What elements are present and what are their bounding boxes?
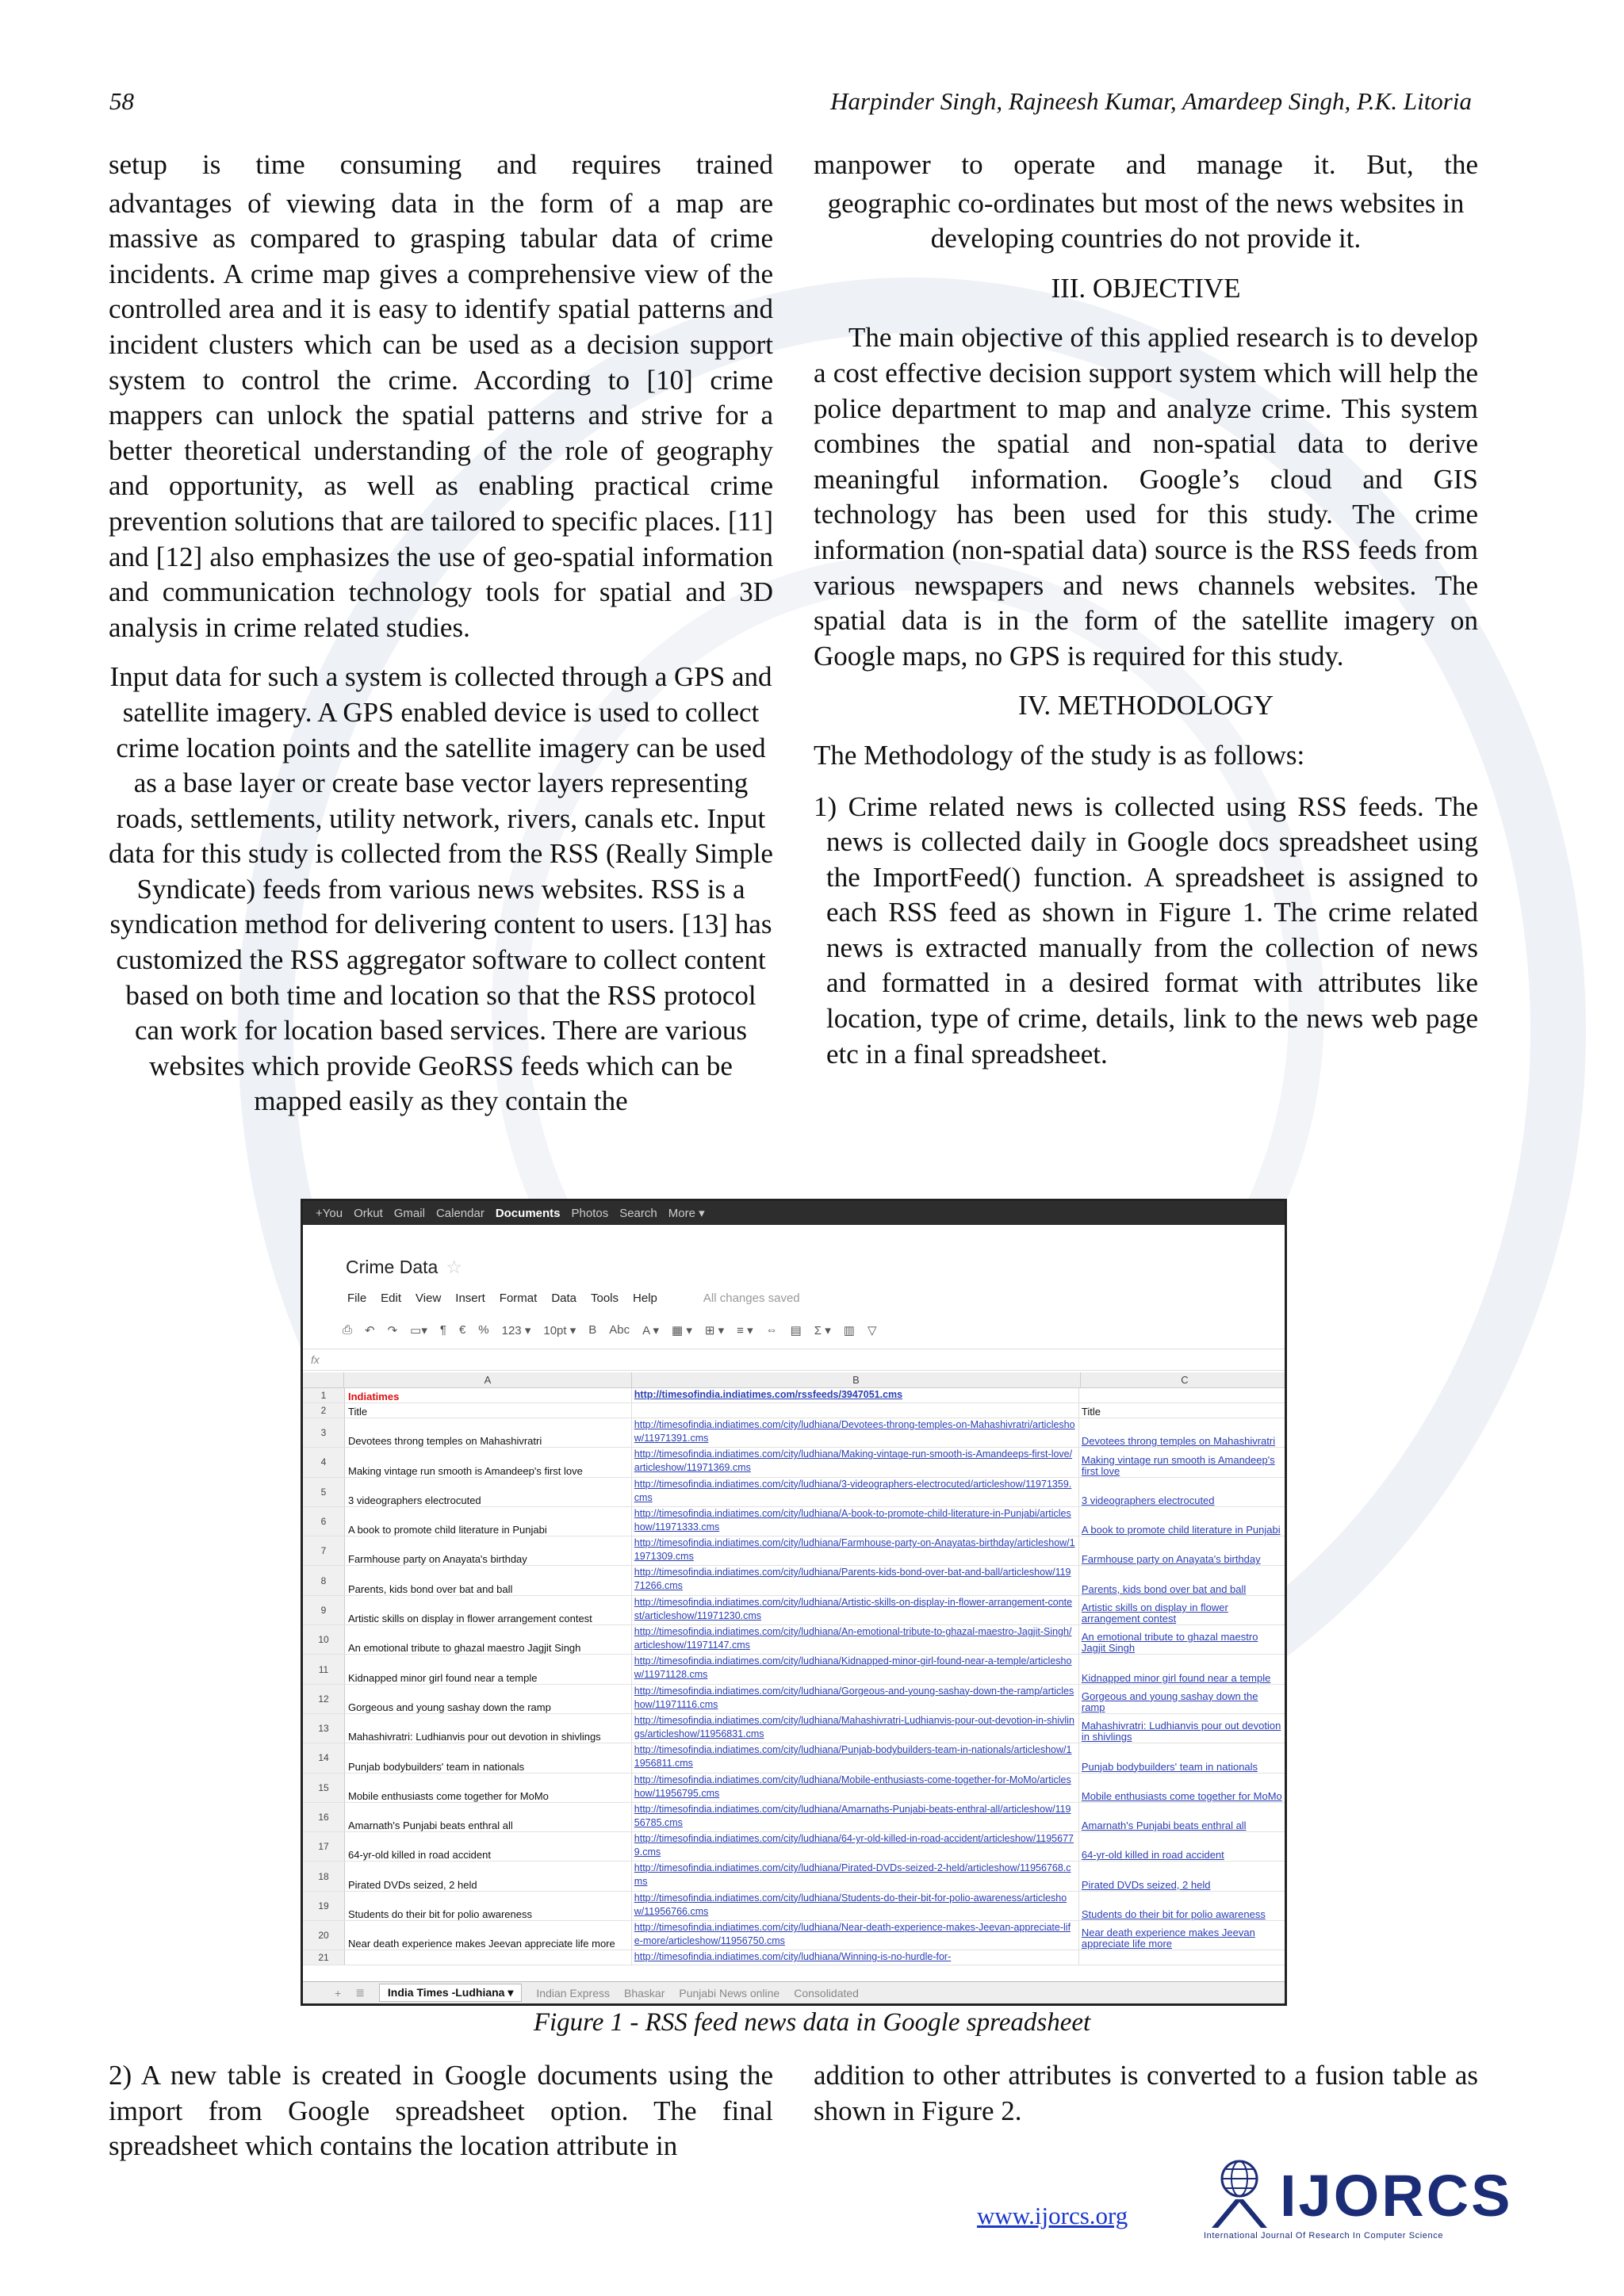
toolbar-button[interactable]: ¶ [439, 1323, 446, 1337]
row-number[interactable]: 17 [303, 1832, 345, 1861]
right-para-2: geographic co-ordinates but most of the news websites in developing countries do not provide it. [827, 187, 1465, 254]
sheet-control[interactable]: + [335, 1986, 342, 1999]
methodology-item-1: 1) Crime related news is collected using RSS feeds. The news is collected daily in Google docs spreadsheet using the ImportFeed() function. A spreadsheet is assigned to each RSS feed as shown in Figure 1. The crime related news is extracted manually from the collection of news and formatted in a desired format with attributes like location, type of crime, details, link to the news web page etc in a final spreadsheet. [814, 790, 1478, 1070]
toolbar-button[interactable]: ▥ [843, 1324, 855, 1337]
cell-title[interactable]: Making vintage run smooth is Amandeep's first love [345, 1448, 632, 1476]
cell-hyperlink-title[interactable]: A book to promote child literature in Punjabi [1081, 1524, 1281, 1536]
cell-link[interactable]: http://timesofindia.indiatimes.com/city/ludhiana/Devotees-throng-temples-on-Mahashivratri/articleshow/11971391.cms [632, 1418, 1079, 1447]
row-number[interactable]: 1 [303, 1388, 345, 1402]
left-para-2: advantages of viewing data in the form of a map are massive as compared to grasping tabular data of crime incidents. A crime map gives a comprehensive view of the controlled area and it is easy to identify spatial patterns and incident clusters which can be used as a decision support system to control the crime. According to [10] crime mappers can unlock the spatial patterns and strive for a better theoretical understanding of the role of geography and opportunity, as well as enabling practical crime prevention solutions that are tailored to specific places. [11] and [12] also emphasizes the use of geo-spatial information and communication technology tools for spatial and 3D analysis in crime related studies. [109, 187, 773, 643]
cell-hyperlink-title[interactable]: Making vintage run smooth is Amandeep's first love [1081, 1453, 1275, 1477]
toolbar-button[interactable]: ▽ [867, 1324, 877, 1337]
cell-hyperlink-title[interactable]: Title [1081, 1406, 1101, 1418]
cell-link[interactable]: http://timesofindia.indiatimes.com/city/ludhiana/Students-do-their-bit-for-polio-awareness/articleshow/11956766.cms [632, 1892, 1079, 1920]
menu-item-tools[interactable]: Tools [591, 1292, 619, 1305]
table-row [303, 1388, 1285, 1403]
cell-hyperlink-title[interactable]: Students do their bit for polio awareness [1081, 1908, 1266, 1921]
cell-link[interactable]: http://timesofindia.indiatimes.com/city/ludhiana/A-book-to-promote-child-literature-in-Punjabi/articleshow/11971333.cms [632, 1507, 1079, 1536]
cell-link[interactable]: http://timesofindia.indiatimes.com/city/ludhiana/Making-vintage-run-smooth-is-Amandeeps-first-love/articleshow/11971369.cms [632, 1448, 1079, 1476]
toolbar-button[interactable]: B [588, 1323, 597, 1337]
cell-link[interactable]: http://timesofindia.indiatimes.com/city/ludhiana/Artistic-skills-on-display-in-flower-arrangement-contest/articleshow/11971230.cms [632, 1596, 1079, 1624]
document-title[interactable] [346, 1257, 462, 1278]
cell-hyperlink-title[interactable] [1079, 1950, 1285, 1965]
toolbar-button[interactable]: ↶ [365, 1324, 375, 1337]
cell-title[interactable]: Kidnapped minor girl found near a temple [345, 1655, 632, 1683]
column-header-a[interactable]: A [344, 1372, 632, 1388]
menu-bar [347, 1292, 814, 1305]
cell-hyperlink-title[interactable]: 3 videographers electrocuted [1081, 1494, 1215, 1506]
table-row [303, 1507, 1285, 1536]
menu-item-data[interactable]: Data [551, 1292, 576, 1305]
cell-hyperlink-title[interactable]: Kidnapped minor girl found near a temple [1081, 1671, 1271, 1684]
sheet-tab[interactable]: India Times -Ludhiana ▾ [379, 1984, 522, 2002]
cell-link[interactable]: http://timesofindia.indiatimes.com/city/ludhiana/Punjab-bodybuilders-team-in-nationals/articleshow/11956811.cms [632, 1743, 1079, 1772]
cell-link[interactable] [632, 1403, 1079, 1418]
menu-item-help[interactable]: Help [633, 1292, 657, 1305]
row-number[interactable]: 21 [303, 1950, 345, 1965]
cell-hyperlink-title[interactable]: Farmhouse party on Anayata's birthday [1081, 1553, 1261, 1566]
toolbar-button[interactable]: ▭▾ [410, 1324, 427, 1337]
cell-link[interactable]: http://timesofindia.indiatimes.com/city/ludhiana/Farmhouse-party-on-Anayatas-birthday/articleshow/11971309.cms [632, 1536, 1079, 1565]
globe-icon [1204, 2158, 1275, 2229]
google-top-bar [303, 1201, 1285, 1225]
row-number[interactable]: 14 [303, 1743, 345, 1772]
table-row [303, 1478, 1285, 1507]
menu-item-file[interactable]: File [347, 1292, 367, 1305]
right-column [814, 147, 1478, 1072]
toolbar-button[interactable]: ↷ [387, 1324, 398, 1337]
cell-title[interactable]: A book to promote child literature in Punjabi [345, 1507, 632, 1536]
table-row [303, 1803, 1285, 1832]
cell-hyperlink-title[interactable]: Pirated DVDs seized, 2 held [1081, 1878, 1211, 1891]
google-bar-item[interactable]: Search [619, 1206, 657, 1220]
row-number[interactable]: 2 [303, 1403, 345, 1418]
row-number[interactable]: 11 [303, 1655, 345, 1683]
row-number[interactable]: 12 [303, 1685, 345, 1713]
table-row [303, 1774, 1285, 1803]
row-number[interactable]: 18 [303, 1862, 345, 1890]
left-para-3: Input data for such a system is collected through a GPS and satellite imagery. A GPS enabled device is used to collect crime location points and the satellite imagery can be used as a base layer or create base vector layers representing roads, settlements, utility network, rivers, canals etc. Input data for this study is collected from the RSS (Really Simple Syndicate) feeds from various news websites. RSS is a syndication method for delivering content to users. [13] has customized the RSS aggregator software to collect content based on both time and location so that the RSS protocol can work for location based services. There are various websites which provide GeoRSS feeds which can be mapped easily as they contain the [109, 661, 773, 1117]
google-bar-item[interactable]: Documents [495, 1206, 561, 1220]
table-row [303, 1596, 1285, 1625]
corner-header[interactable] [303, 1372, 344, 1388]
row-number[interactable]: 3 [303, 1418, 345, 1447]
menu-item-format[interactable]: Format [499, 1292, 538, 1305]
google-bar-item[interactable]: Photos [571, 1206, 609, 1220]
table-row [303, 1950, 1285, 1965]
toolbar-button[interactable]: Σ ▾ [814, 1324, 831, 1337]
sheet-tabs-bar [303, 1981, 1285, 2003]
page-number: 58 [109, 87, 134, 115]
toolbar [343, 1323, 890, 1337]
toolbar-button[interactable]: 10pt ▾ [543, 1324, 576, 1337]
formula-bar[interactable] [303, 1349, 1285, 1371]
journal-url-link[interactable]: www.ijorcs.org [977, 2202, 1128, 2229]
sheet-tab[interactable]: Consolidated [794, 1986, 859, 1999]
cell-title[interactable]: Devotees throng temples on Mahashivratri [345, 1418, 632, 1447]
objective-paragraph: The main objective of this applied research is to develop a cost effective decision support system which will help the police department to map and analyze crime. This system combines the spatial and non-spatial data to derive meaningful information. Google’s cloud and GIS technology has been used for this study. The crime information (non-spatial data) source is the RSS feeds from various newspapers and news channels websites. The spatial data is in the form of the satellite imagery on Google maps, no GPS is required for this study. [814, 322, 1478, 672]
cell-title[interactable] [345, 1950, 632, 1965]
table-row [303, 1921, 1285, 1950]
google-bar-item[interactable]: More ▾ [668, 1207, 705, 1220]
toolbar-button[interactable]: A ▾ [642, 1324, 660, 1337]
toolbar-button[interactable]: % [478, 1323, 489, 1337]
table-row [303, 1862, 1285, 1891]
toolbar-button[interactable]: € [458, 1323, 466, 1337]
cell-hyperlink-title[interactable]: Mobile enthusiasts come together for MoMo [1081, 1789, 1282, 1802]
row-number[interactable]: 9 [303, 1596, 345, 1624]
google-bar-item[interactable]: +You [316, 1206, 343, 1220]
table-row [303, 1892, 1285, 1921]
table-row [303, 1743, 1285, 1773]
cell-hyperlink-title[interactable]: An emotional tribute to ghazal maestro Jagjit Singh [1081, 1631, 1258, 1655]
menu-item-edit[interactable]: Edit [381, 1292, 402, 1305]
cell-hyperlink-title[interactable]: Mahashivratri: Ludhianvis pour out devotion in shivlings [1081, 1720, 1281, 1743]
cell-hyperlink-title[interactable]: Punjab bodybuilders' team in nationals [1081, 1760, 1258, 1773]
cell-title[interactable]: Mobile enthusiasts come together for MoMo [345, 1774, 632, 1802]
left-para-1: setup is time consuming and requires trained [109, 149, 773, 180]
document-title-text: Crime Data [346, 1257, 439, 1277]
fx-icon: fx [311, 1353, 320, 1366]
table-row [303, 1625, 1285, 1655]
cell-title[interactable]: Parents, kids bond over bat and ball [345, 1566, 632, 1594]
spreadsheet-grid [303, 1388, 1285, 1965]
toolbar-button[interactable]: 123 ▾ [501, 1324, 531, 1337]
cell-link[interactable]: http://timesofindia.indiatimes.com/city/ludhiana/Mobile-enthusiasts-come-together-for-MoMo/articleshow/11956795.cms [632, 1774, 1079, 1802]
cell-link[interactable]: http://timesofindia.indiatimes.com/city/ludhiana/Pirated-DVDs-seized-2-held/articleshow/11956768.cms [632, 1862, 1079, 1890]
cell-title[interactable]: 64-yr-old killed in road accident [345, 1832, 632, 1861]
toolbar-button[interactable]: ⇔ [765, 1323, 778, 1337]
cell-link[interactable]: http://timesofindia.indiatimes.com/city/ludhiana/Gorgeous-and-young-sashay-down-the-ramp/articleshow/11971116.cms [632, 1685, 1079, 1713]
toolbar-button[interactable]: ▤ [790, 1324, 802, 1337]
sheet-control[interactable]: ≣ [355, 1986, 365, 1999]
row-number[interactable]: 4 [303, 1448, 345, 1476]
menu-item-view[interactable]: View [416, 1292, 442, 1305]
cell-title[interactable]: Gorgeous and young sashay down the ramp [345, 1685, 632, 1713]
table-row [303, 1448, 1285, 1477]
table-row [303, 1566, 1285, 1595]
logo-subtitle: International Journal Of Research In Computer Science [1204, 2231, 1444, 2241]
sheet-tab[interactable]: Indian Express [536, 1986, 610, 1999]
row-number[interactable]: 5 [303, 1478, 345, 1506]
right-para-1: manpower to operate and manage it. But, the [814, 149, 1478, 180]
bottom-right-paragraph: addition to other attributes is converted to a fusion table as shown in Figure 2. [814, 2060, 1478, 2126]
cell-title[interactable]: Punjab bodybuilders' team in nationals [345, 1743, 632, 1772]
sheet-tab[interactable]: Punjabi News online [679, 1986, 780, 1999]
toolbar-button[interactable]: ▦ ▾ [672, 1324, 692, 1337]
row-number[interactable]: 8 [303, 1566, 345, 1594]
table-row [303, 1685, 1285, 1714]
row-number[interactable]: 13 [303, 1714, 345, 1743]
table-row [303, 1714, 1285, 1743]
row-number[interactable]: 7 [303, 1536, 345, 1565]
toolbar-button[interactable]: ≡ ▾ [737, 1324, 753, 1337]
cell-link[interactable]: http://timesofindia.indiatimes.com/city/ludhiana/Parents-kids-bond-over-bat-and-ball/articleshow/11971266.cms [632, 1566, 1079, 1594]
star-icon[interactable]: ☆ [446, 1257, 462, 1277]
cell-link[interactable]: http://timesofindia.indiatimes.com/city/ludhiana/Winning-is-no-hurdle-for- [632, 1950, 1079, 1965]
methodology-intro: The Methodology of the study is as follows: [814, 739, 1305, 771]
ijorcs-logo [1204, 2158, 1513, 2245]
section-title-objective: III. OBJECTIVE [1051, 272, 1241, 304]
cell-hyperlink-title[interactable]: Artistic skills on display in flower arrangement contest [1081, 1601, 1228, 1625]
menu-item-insert[interactable]: Insert [455, 1292, 485, 1305]
cell-title[interactable]: Amarnath's Punjabi beats enthral all [345, 1803, 632, 1831]
column-header-c[interactable]: C [1081, 1372, 1287, 1388]
cell-title[interactable]: Title [345, 1403, 632, 1418]
toolbar-button[interactable]: ⊞ ▾ [704, 1324, 725, 1337]
bottom-left-paragraph: 2) A new table is created in Google documents using the import from Google spreadsheet option. The final spreadsheet which contains the location attribute in [109, 2060, 773, 2162]
cell-link[interactable]: http://timesofindia.indiatimes.com/city/ludhiana/Amarnaths-Punjabi-beats-enthral-all/articleshow/11956785.cms [632, 1803, 1079, 1831]
figure-caption: Figure 1 - RSS feed news data in Google spreadsheet [533, 2008, 1091, 2037]
cell-hyperlink-title[interactable]: Near death experience makes Jeevan appreciate life more [1081, 1927, 1255, 1950]
cell-hyperlink-title[interactable]: Amarnath's Punjabi beats enthral all [1081, 1820, 1247, 1832]
google-bar-item[interactable]: Orkut [354, 1206, 383, 1220]
toolbar-button[interactable]: ⎙ [343, 1323, 353, 1337]
table-row [303, 1832, 1285, 1862]
figure-spreadsheet-screenshot [301, 1199, 1287, 2006]
cell-title[interactable]: An emotional tribute to ghazal maestro Jagjit Singh [345, 1625, 632, 1654]
row-number[interactable]: 16 [303, 1803, 345, 1831]
google-bar-item[interactable]: Gmail [393, 1206, 425, 1220]
cell-title[interactable]: Pirated DVDs seized, 2 held [345, 1862, 632, 1890]
cell-hyperlink-title[interactable] [1079, 1388, 1285, 1402]
row-number[interactable]: 19 [303, 1892, 345, 1920]
cell-link[interactable]: http://timesofindia.indiatimes.com/city/ludhiana/Mahashivratri-Ludhianvis-pour-out-devotion-in-shivlings/articleshow/11956831.cms [632, 1714, 1079, 1743]
cell-title[interactable]: Farmhouse party on Anayata's birthday [345, 1536, 632, 1565]
save-status: All changes saved [703, 1292, 800, 1305]
row-number[interactable]: 20 [303, 1921, 345, 1950]
sheet-tab[interactable]: Bhaskar [624, 1986, 665, 1999]
row-number[interactable]: 10 [303, 1625, 345, 1654]
logo-text: IJORCS [1280, 2163, 1513, 2229]
cell-title[interactable]: 3 videographers electrocuted [345, 1478, 632, 1506]
toolbar-button[interactable]: Abc [609, 1323, 630, 1337]
cell-title[interactable]: Students do their bit for polio awareness [345, 1892, 632, 1920]
cell-hyperlink-title[interactable]: Gorgeous and young sashay down the ramp [1081, 1689, 1258, 1713]
table-row [303, 1418, 1285, 1448]
table-row [303, 1536, 1285, 1566]
row-number[interactable]: 6 [303, 1507, 345, 1536]
google-bar-item[interactable]: Calendar [435, 1206, 485, 1220]
column-header-b[interactable]: B [632, 1372, 1081, 1388]
cell-link[interactable]: http://timesofindia.indiatimes.com/city/ludhiana/64-yr-old-killed-in-road-accident/articleshow/11956779.cms [632, 1832, 1079, 1861]
cell-hyperlink-title[interactable]: 64-yr-old killed in road accident [1081, 1849, 1224, 1862]
section-title-methodology: IV. METHODOLOGY [1017, 690, 1274, 721]
cell-title[interactable]: Indiatimes [345, 1388, 632, 1402]
running-header-authors: Harpinder Singh, Rajneesh Kumar, Amardeep Singh, P.K. Litoria [830, 87, 1472, 115]
cell-link[interactable]: http://timesofindia.indiatimes.com/city/ludhiana/An-emotional-tribute-to-ghazal-maestro-Jagjit-Singh/articleshow/11971147.cms [632, 1625, 1079, 1654]
row-number[interactable]: 15 [303, 1774, 345, 1802]
cell-link[interactable]: http://timesofindia.indiatimes.com/city/ludhiana/3-videographers-electrocuted/articleshow/11971359.cms [632, 1478, 1079, 1506]
cell-link[interactable]: http://timesofindia.indiatimes.com/rssfeeds/3947051.cms [632, 1388, 1079, 1402]
cell-link[interactable]: http://timesofindia.indiatimes.com/city/ludhiana/Near-death-experience-makes-Jeevan-appreciate-life-more/articleshow/11956750.cms [632, 1921, 1079, 1950]
cell-hyperlink-title[interactable]: Parents, kids bond over bat and ball [1081, 1582, 1247, 1595]
table-row [303, 1655, 1285, 1684]
cell-link[interactable]: http://timesofindia.indiatimes.com/city/ludhiana/Kidnapped-minor-girl-found-near-a-temple/articleshow/11971128.cms [632, 1655, 1079, 1683]
cell-title[interactable]: Near death experience makes Jeevan appreciate life more [345, 1921, 632, 1950]
cell-title[interactable]: Mahashivratri: Ludhianvis pour out devotion in shivlings [345, 1714, 632, 1743]
left-column [109, 147, 773, 1119]
cell-hyperlink-title[interactable]: Devotees throng temples on Mahashivratri [1081, 1435, 1276, 1448]
cell-title[interactable]: Artistic skills on display in flower arrangement contest [345, 1596, 632, 1624]
table-row [303, 1403, 1285, 1418]
